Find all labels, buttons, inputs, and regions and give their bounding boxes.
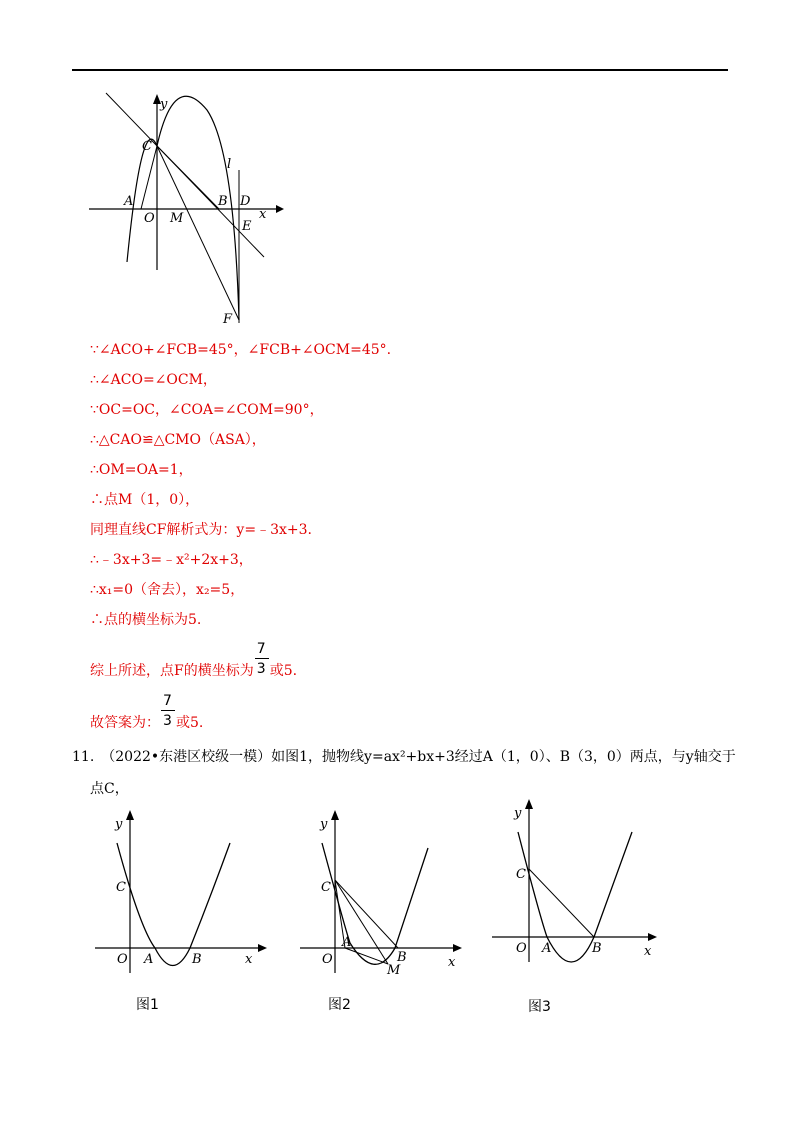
fig1-label-y: y [115,817,123,832]
answer-line [90,693,204,732]
figure-3 [492,797,667,967]
figure-1-caption: 图1 [136,997,159,1013]
summary-line [90,641,298,680]
question-line-2: 点C， [90,781,129,797]
answer-prefix: 故答案为： [90,715,160,731]
top-label-E: E [242,219,252,234]
fig2-label-C: C [321,880,331,895]
figure-2-caption: 图2 [328,997,351,1013]
top-label-A: A [124,194,134,209]
summary-prefix: 综上所述，点F的横坐标为 [90,663,254,679]
solution-line-8: ∴﹣3x+3=﹣x²+2x+3， [90,552,253,568]
top-label-B: B [218,194,228,209]
fig1-label-A: A [144,952,154,967]
answer-suffix: 或5. [176,715,204,731]
fig2-label-A: A [342,935,352,950]
fig3-label-O: O [516,941,527,956]
fig3-label-y: y [514,806,522,821]
top-label-C: C [142,139,152,154]
figure-1 [95,808,270,978]
fig1-label-O: O [117,952,128,967]
top-label-l: l [227,157,232,172]
solution-line-1: ∵∠ACO+∠FCB=45°，∠FCB+∠OCM=45°. [90,342,392,358]
top-label-D: D [240,194,251,209]
top-label-M: M [170,211,184,226]
solution-line-2: ∴∠ACO=∠OCM， [90,372,217,388]
fig3-label-x: x [644,944,652,959]
summary-fraction: $\frac{7}{3}$ [255,662,269,680]
top-label-F: F [223,312,233,327]
fig2-label-M: M [387,963,401,978]
header-rule [72,69,728,71]
fig2-label-O: O [322,952,333,967]
fig1-label-C: C [116,880,126,895]
solution-line-9: ∴x₁=0（舍去），x₂=5， [90,582,245,598]
solution-line-5: ∴OM=OA=1， [90,462,193,478]
solution-line-3: ∵OC=OC，∠COA=∠COM=90°， [90,402,324,418]
top-label-x: x [259,207,267,222]
solution-line-6: ∴点M（1，0）， [90,492,200,508]
fig3-label-A: A [542,941,552,956]
top-label-O: O [144,211,155,226]
figure-3-caption: 图3 [528,999,551,1015]
fig1-label-B: B [192,952,202,967]
solution-line-4: ∴△CAO≌△CMO（ASA）， [90,432,266,448]
fig2-label-B: B [397,950,407,965]
question-line-1: 11. （2022•东港区校级一模）如图1，抛物线y=ax²+bx+3经过A（1，0）、B（3，0）两点，与y轴交于 [72,749,736,765]
fig1-label-x: x [245,952,253,967]
top-geometry-figure [84,90,284,330]
summary-suffix: 或5. [269,663,298,679]
fig2-label-x: x [448,955,456,970]
fig3-label-C: C [516,867,526,882]
fig3-label-B: B [592,941,602,956]
top-label-y: y [160,97,168,112]
answer-fraction: $\frac{7}{3}$ [161,714,175,732]
fig2-label-y: y [320,817,328,832]
solution-line-7: 同理直线CF解析式为：y=﹣3x+3. [90,522,312,538]
solution-line-10: ∴点的横坐标为5. [90,612,202,628]
figure-2 [300,808,475,978]
